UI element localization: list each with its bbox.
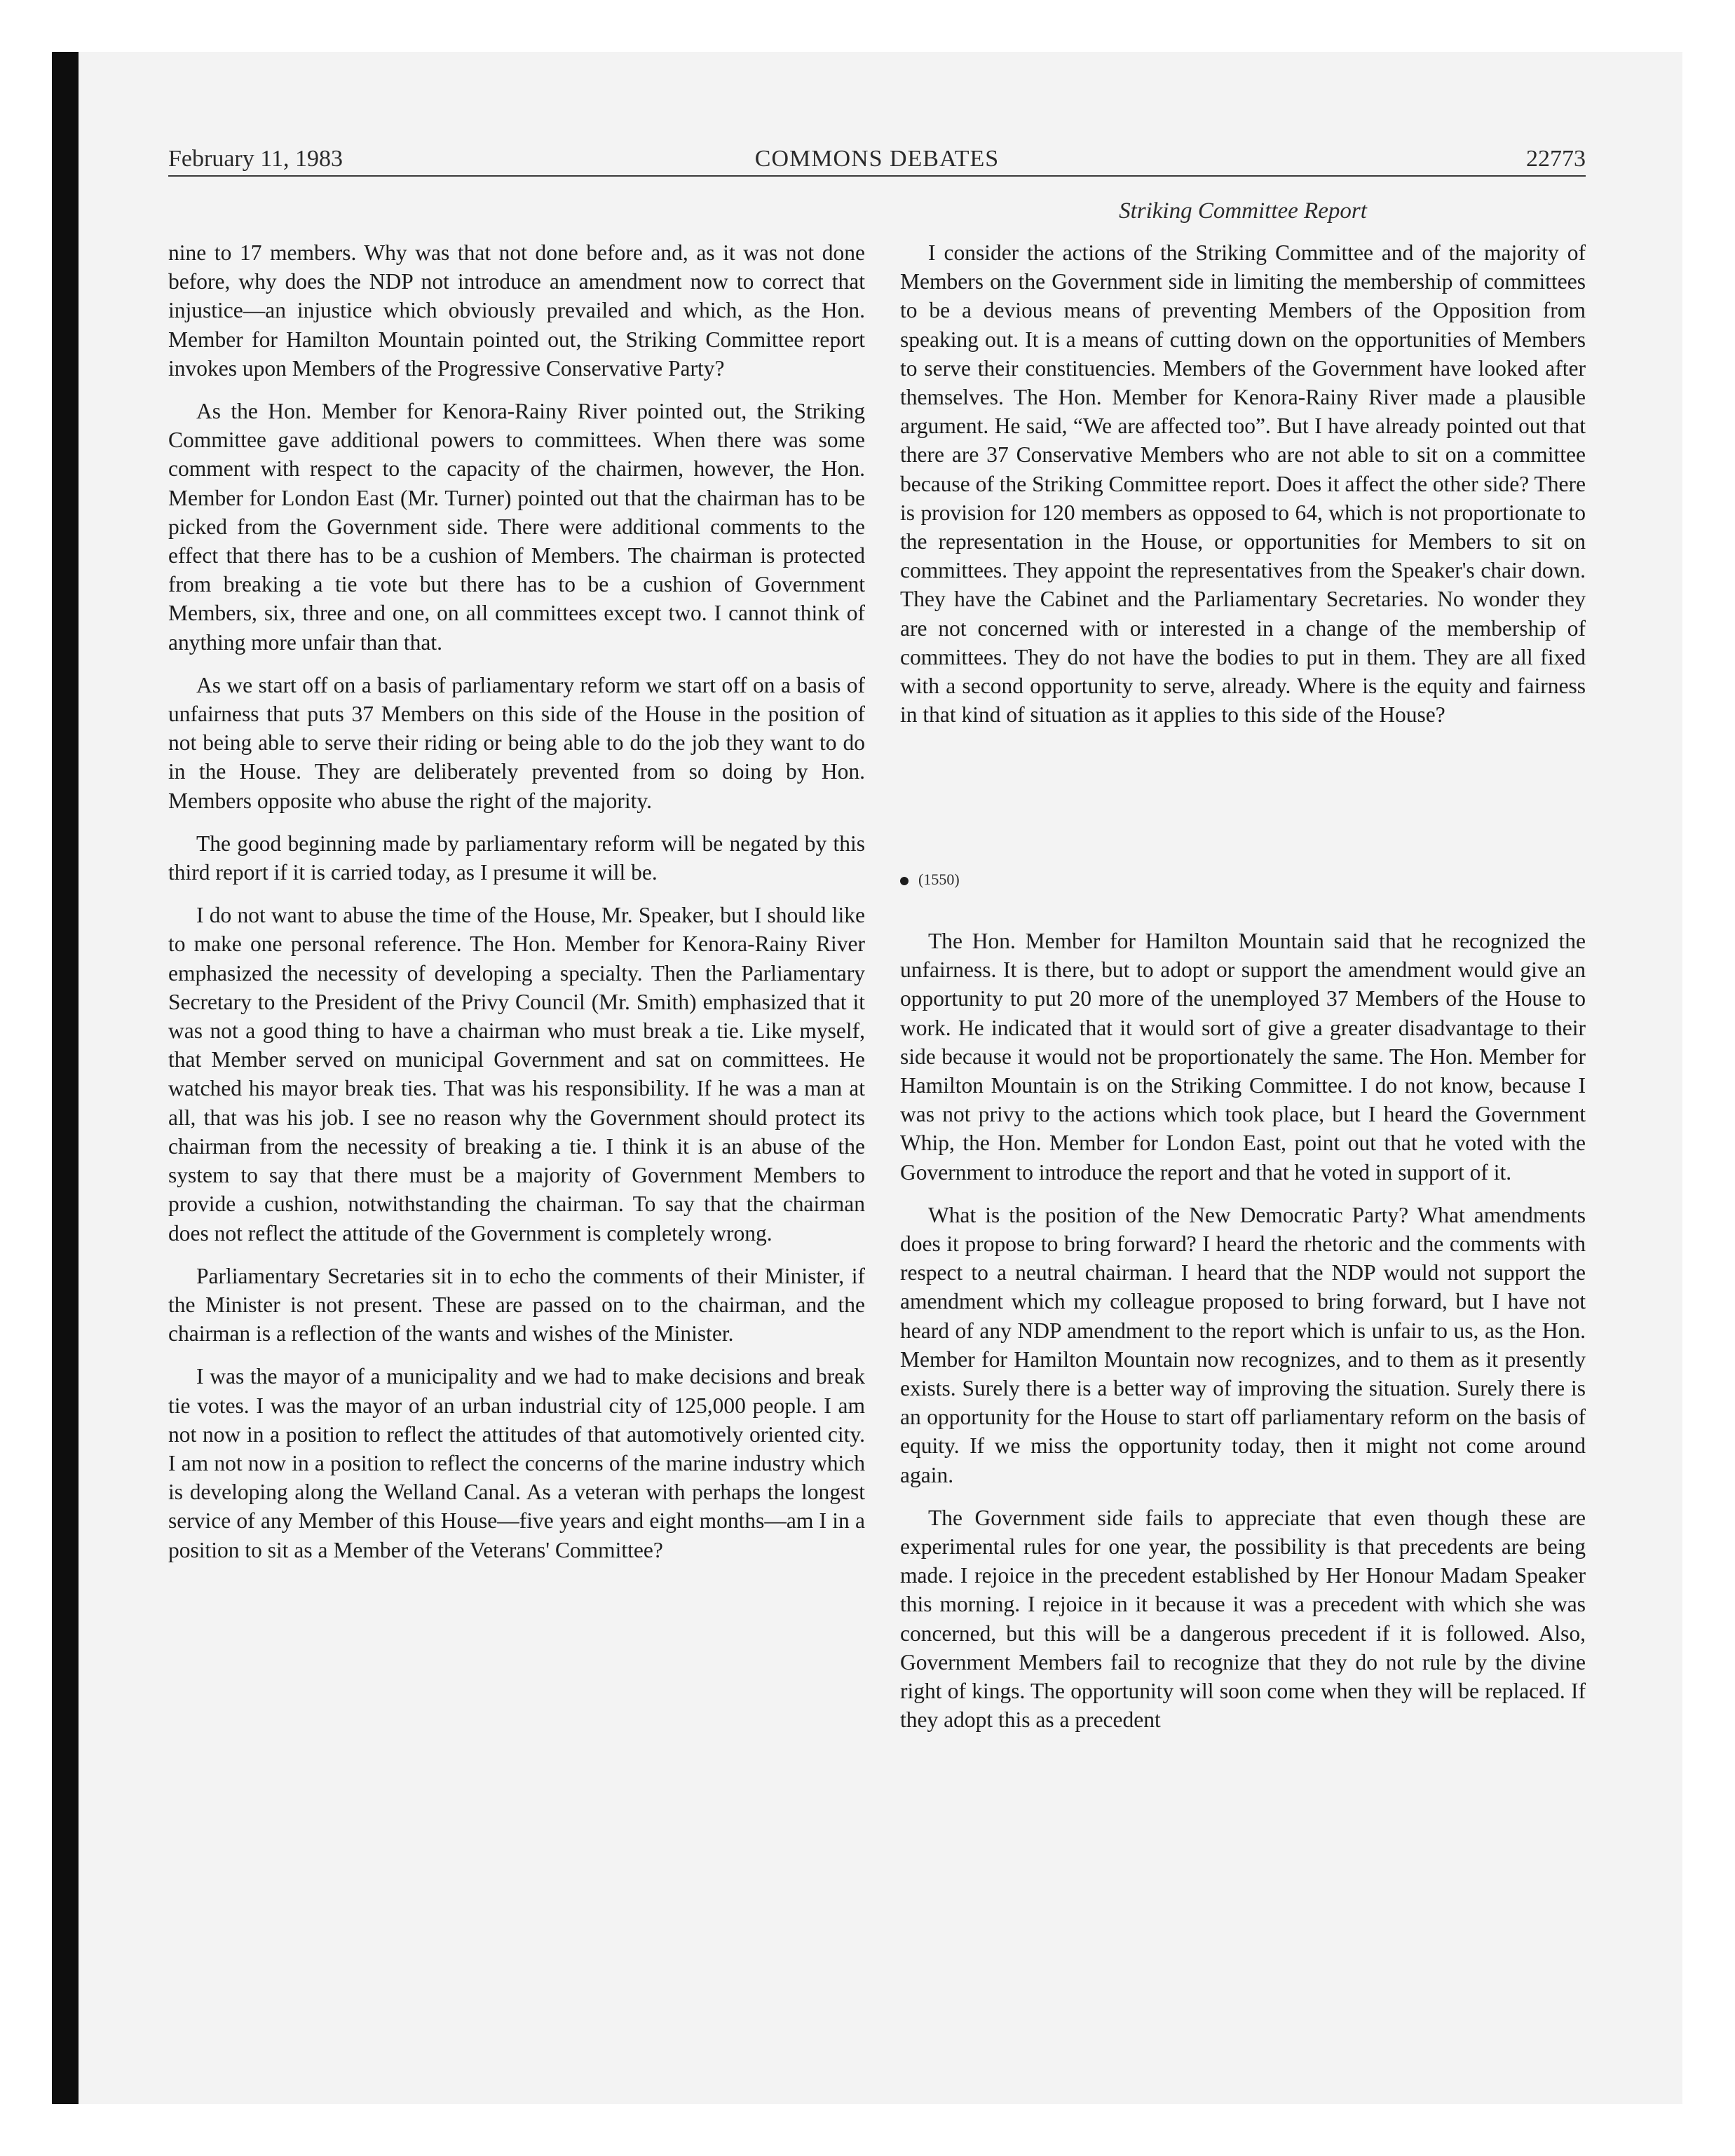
left-paragraph: nine to 17 members. Why was that not done before and, as it was not done before, why does the NDP not introduce an amendment now to correct that injustice—an injustice which obviously prevailed and which, as the Hon. Member for Hamilton Mountain pointed out, the Striking Committee report invokes upon Members of the Progressive Conservative Party? [168,240,865,381]
binding-edge-bar [52,52,79,2104]
left-paragraph: The good beginning made by parliamentary reform will be negated by this third report if it is carried today, as I presume it will be. [168,831,865,885]
header-page-number: 22773 [1526,146,1586,172]
right-paragraph: I consider the actions of the Striking Committee and of the majority of Members on the Government side in limiting the membership of committees to be a devious means of preventing Members of the Opposition from speaking out. It is a means of cutting down on the opportunities of Members to serve their constituencies. Members of the Government have looked after themselves. The Hon. Member for Kenora-Rainy River made a plausible argument. He said, “We are affected too”. But I have already pointed out that there are 37 Conservative Members who are not able to sit on a committee because of the Striking Committee report. Does it affect the other side? There is provision for 120 members as opposed to 64, which is not proportionate to the representation in the House, or opportunities for Members to sit on committees. They appoint the representatives from the Speaker's chair down. They have the Cabinet and the Parliamentary Secretaries. No wonder they are not concerned with or interested in a change of the membership of committees. They do not have the bodies to put in them. They are all fixed with a second opportunity to serve, already. Where is the equity and fairness in that kind of situation as it applies to this side of the House? [900,240,1586,728]
time-marker-label: (1550) [918,871,960,888]
page-header [168,142,1586,177]
left-paragraph: I do not want to abuse the time of the House, Mr. Speaker, but I should like to make one personal reference. The Hon. Member for Kenora-Rainy River emphasized the necessity of developing a specialty. Then the Parliamentary Secretary to the President of the Privy Council (Mr. Smith) emphasized that it was not a good thing to have a chairman who must break a tie. Like myself, that Member served on municipal Government and sat on committees. He watched his mayor break ties. That was his responsibility. If he was a man at all, that was his job. I see no reason why the Government should protect its chairman from the necessity of breaking a tie. I think it is an abuse of the system to say that there must be a majority of Government Members to provide a cushion, notwithstanding the chairman. To say that the chairman does not reflect the attitude of the Government is completely wrong. [168,903,865,1246]
running-title: Striking Committee Report [1119,198,1367,224]
right-paragraph: The Hon. Member for Hamilton Mountain said that he recognized the unfairness. It is there, but to adopt or support the amendment would give an opportunity to put 20 more of the unemployed 37 Members of the House to work. He indicated that it would sort of give a greater disadvantage to their side because it would not be proportionately the same. The Hon. Member for Hamilton Mountain is on the Striking Committee. I do not know, because I was not privy to the actions which took place, but I heard the Government Whip, the Hon. Member for London East, point out that he voted with the Government to introduce the report and that he voted in support of it. [900,929,1586,1185]
bullet-icon [900,877,909,885]
time-marker [900,869,960,890]
header-date: February 11, 1983 [168,146,343,172]
header-publication-title: COMMONS DEBATES [754,146,1000,172]
left-paragraph: As we start off on a basis of parliamentary reform we start off on a basis of unfairness that puts 37 Members on this side of the House in the position of not being able to serve their riding or being able to do the job they want to do in the House. They are deliberately prevented from so doing by Hon. Members opposite who abuse the right of the majority. [168,672,865,813]
left-column [168,238,865,1578]
right-paragraph: What is the position of the New Democratic Party? What amendments does it propose to bring forward? I heard the rhetoric and the comments with respect to a neutral chairman. I heard that the NDP would not support the amendment which my colleague proposed to bring forward, but I have not heard of any NDP amendment to the report which is unfair to us, as the Hon. Member for Hamilton Mountain now recognizes, and to them as it presently exists. Surely there is a better way of improving the situation. Surely there is an opportunity for the House to start off parliamentary reform on the basis of equity. If we miss the opportunity today, then it might not come around again. [900,1202,1586,1487]
right-column-upper [900,238,1586,743]
right-column-lower [900,927,1586,1748]
left-paragraph: Parliamentary Secretaries sit in to echo the comments of their Minister, if the Minister is not present. These are passed on to the chairman, and the chairman is a reflection of the wants and wishes of the Minister. [168,1263,865,1346]
right-paragraph: The Government side fails to appreciate that even though these are experimental rules for one year, the possibility is that precedents are being made. I rejoice in the precedent established by Her Honour Madam Speaker this morning. I rejoice in it because it was a precedent with which she was concerned, but this will be a dangerous precedent if it is followed. Also, Government Members fail to recognize that they do not rule by the divine right of kings. The opportunity will soon come when they will be replaced. If they adopt this as a precedent [900,1505,1586,1733]
left-paragraph: As the Hon. Member for Kenora-Rainy River pointed out, the Striking Committee gave additional powers to committees. When there was some comment with respect to the capacity of the chairmen, however, the Hon. Member for London East (Mr. Turner) pointed out that the chairman has to be picked from the Government side. There were additional comments to the effect that there has to be a cushion of Members. The chairman is protected from breaking a tie vote but there has to be a cushion of Government Members, six, three and one, on all committees except two. I cannot think of anything more unfair than that. [168,399,865,655]
left-paragraph: I was the mayor of a municipality and we had to make decisions and break tie votes. I was the mayor of an urban industrial city of 125,000 people. I am not now in a position to reflect the attitudes of that automotively oriented city. I am not now in a position to reflect the concerns of the marine industry which is developing along the Welland Canal. As a veteran with perhaps the longest service of any Member of this House—five years and eight months—am I in a position to sit as a Member of the Veterans' Committee? [168,1364,865,1562]
header-rule [168,175,1586,177]
